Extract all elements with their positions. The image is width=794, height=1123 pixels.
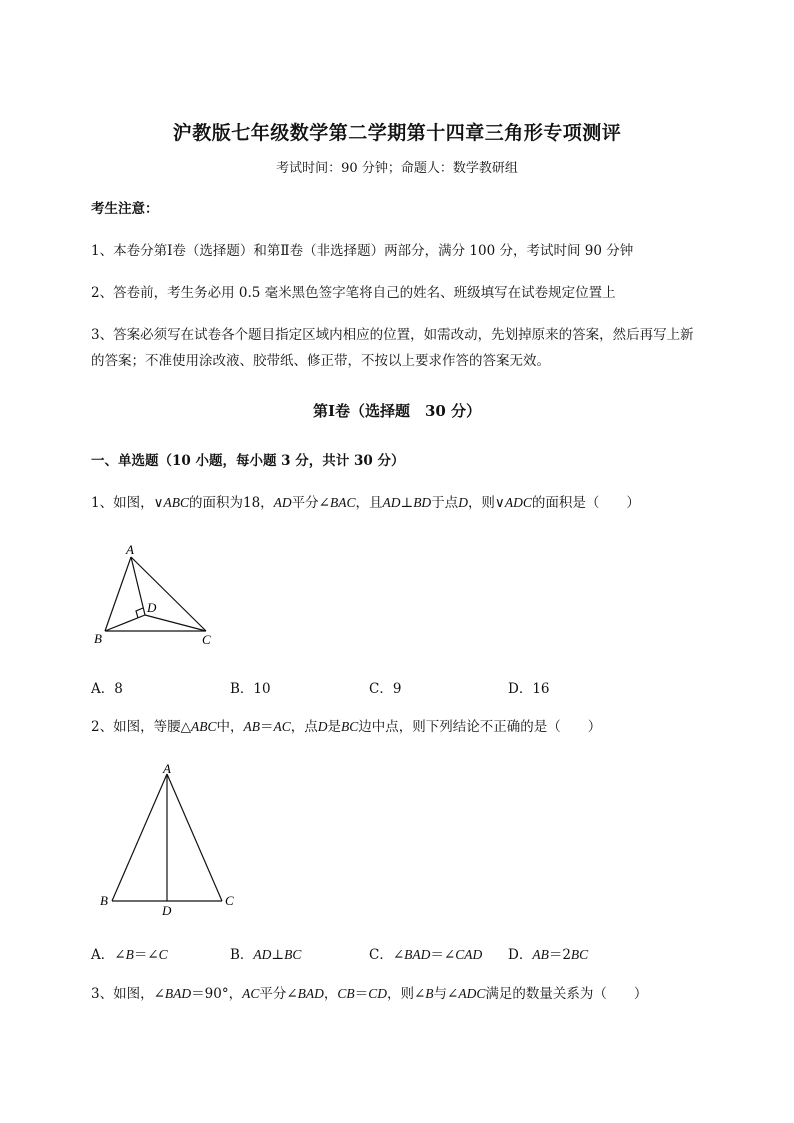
triangle-side-ac <box>167 774 222 901</box>
vertex-label-b: B <box>100 893 108 908</box>
notice-item-3-line-2: 的答案；不准使用涂改液、胶带纸、修正带，不按以上要求作答的答案无效。 <box>91 353 550 369</box>
part-heading: 一、单选题（10 小题，每小题 3 分，共计 30 分） <box>91 453 405 469</box>
question-1-option-a[interactable]: A．8 <box>91 681 123 697</box>
question-2-option-a[interactable]: A．∠B＝∠C <box>91 947 168 963</box>
page-title: 沪教版七年级数学第二学期第十四章三角形专项测评 <box>172 122 622 144</box>
triangle-side-ab <box>105 557 131 631</box>
notice-heading: 考生注意： <box>91 201 159 217</box>
question-2-option-b[interactable]: B．AD⊥BC <box>230 947 302 963</box>
vertex-label-c: C <box>225 893 234 908</box>
segment-ad <box>131 557 145 615</box>
vertex-label-a: A <box>126 542 134 557</box>
segment-bd <box>105 615 145 631</box>
question-3-stem: 3、如图，∠BAD＝90°，AC平分∠BAD，CB＝CD，则∠B与∠ADC满足的数量关系为（ ） <box>91 986 648 1002</box>
notice-item-2: 2、答卷前，考生务必用 0.5 毫米黑色签字笔将自己的姓名、班级填写在试卷规定位置上 <box>91 285 616 301</box>
segment-dc <box>145 615 206 631</box>
point-label-d: D <box>162 903 172 918</box>
vertex-label-a: A <box>163 761 171 776</box>
triangle-side-ac <box>131 557 206 631</box>
question-2-option-d[interactable]: D．AB＝2BC <box>508 947 589 963</box>
question-1-option-d[interactable]: D．16 <box>508 681 550 697</box>
question-2-figure <box>90 755 250 920</box>
vertex-label-b: B <box>94 631 102 646</box>
question-2-option-c[interactable]: C．∠BAD＝∠CAD <box>369 947 483 963</box>
exam-info: 考试时间：90 分钟；命题人：数学教研组 <box>276 161 518 176</box>
notice-item-3-line-1: 3、答案必须写在试卷各个题目指定区域内相应的位置，如需改动，先划掉原来的答案，然后再写上新 <box>91 327 694 343</box>
vertex-label-c: C <box>202 632 211 647</box>
question-1-option-b[interactable]: B．10 <box>230 681 271 697</box>
question-1-figure <box>90 535 230 655</box>
triangle-side-ab <box>112 774 167 901</box>
section-title: 第Ⅰ卷（选择题 30 分） <box>312 402 482 420</box>
question-2-stem: 2、如图，等腰△ABC中，AB＝AC，点D是BC边中点，则下列结论不正确的是（ ） <box>91 719 602 735</box>
notice-item-1: 1、本卷分第Ⅰ卷（选择题）和第Ⅱ卷（非选择题）两部分，满分 100 分，考试时间 90 分钟 <box>91 243 634 259</box>
question-1-stem: 1、如图，∨ABC的面积为18，AD平分∠BAC，且AD⊥BD于点D，则∨ADC的面积是（ ） <box>91 495 640 511</box>
point-label-d: D <box>147 600 157 615</box>
question-1-option-c[interactable]: C．9 <box>369 681 402 697</box>
